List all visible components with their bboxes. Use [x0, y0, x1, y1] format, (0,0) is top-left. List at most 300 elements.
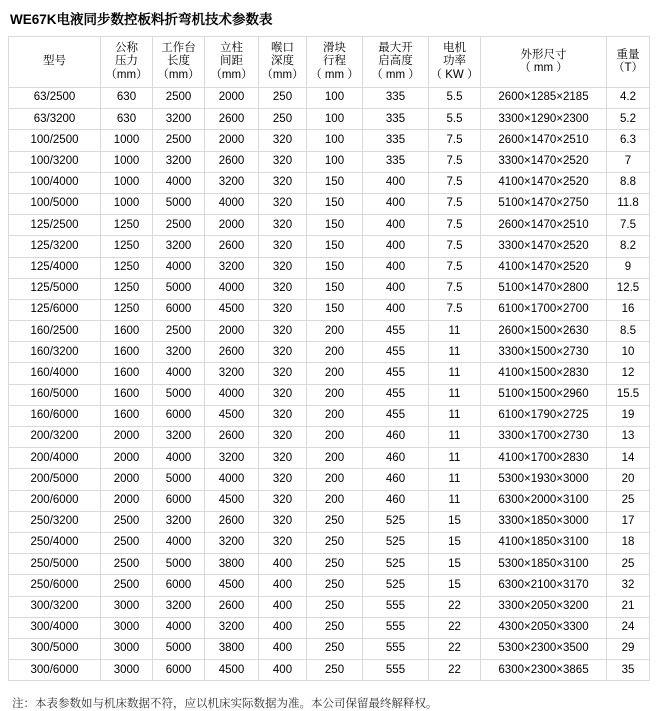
- table-cell: 2000: [101, 448, 153, 469]
- table-cell: 320: [259, 490, 307, 511]
- table-cell: 7.5: [429, 151, 481, 172]
- cell-model: 250/4000: [9, 532, 101, 553]
- table-cell: 1600: [101, 384, 153, 405]
- table-cell: 455: [363, 342, 429, 363]
- table-cell: 6300×2000×3100: [481, 490, 607, 511]
- cell-model: 100/2500: [9, 130, 101, 151]
- table-cell: 15: [429, 532, 481, 553]
- table-cell: 7.5: [429, 299, 481, 320]
- table-cell: 7.5: [429, 130, 481, 151]
- table-cell: 1600: [101, 363, 153, 384]
- table-cell: 1250: [101, 257, 153, 278]
- table-cell: 4000: [153, 617, 205, 638]
- table-cell: 150: [307, 299, 363, 320]
- table-cell: 3200: [153, 596, 205, 617]
- table-cell: 24: [607, 617, 650, 638]
- table-cell: 400: [363, 215, 429, 236]
- table-cell: 7.5: [429, 278, 481, 299]
- table-cell: 8.2: [607, 236, 650, 257]
- table-cell: 4.2: [607, 88, 650, 109]
- table-cell: 320: [259, 299, 307, 320]
- table-cell: 320: [259, 130, 307, 151]
- table-cell: 320: [259, 342, 307, 363]
- table-cell: 7.5: [429, 193, 481, 214]
- table-cell: 10: [607, 342, 650, 363]
- column-header-line: 工作台: [161, 42, 196, 55]
- table-cell: 7.5: [607, 215, 650, 236]
- table-cell: 2600: [205, 511, 259, 532]
- column-header-line: 重量: [616, 48, 640, 61]
- table-cell: 4500: [205, 660, 259, 681]
- table-row: [9, 596, 650, 617]
- cell-model: 300/3200: [9, 596, 101, 617]
- table-cell: 200: [307, 363, 363, 384]
- table-cell: 400: [363, 172, 429, 193]
- table-cell: 200: [307, 342, 363, 363]
- table-cell: 1000: [101, 130, 153, 151]
- table-cell: 525: [363, 511, 429, 532]
- table-cell: 5300×1850×3100: [481, 554, 607, 575]
- table-cell: 3300×2050×3200: [481, 596, 607, 617]
- table-cell: 4000: [205, 193, 259, 214]
- table-cell: 2500: [153, 88, 205, 109]
- table-cell: 2500: [153, 321, 205, 342]
- table-cell: 1600: [101, 321, 153, 342]
- table-cell: 2600: [205, 596, 259, 617]
- table-cell: 3000: [101, 596, 153, 617]
- column-header-line: 外形尺寸: [520, 48, 567, 61]
- table-cell: 400: [259, 554, 307, 575]
- cell-model: 63/2500: [9, 88, 101, 109]
- column-header-line: 行程: [323, 55, 346, 68]
- table-cell: 250: [307, 554, 363, 575]
- table-cell: 19: [607, 405, 650, 426]
- table-cell: 4100×1470×2520: [481, 172, 607, 193]
- table-cell: 335: [363, 151, 429, 172]
- column-header-line: （ mm ）: [310, 68, 359, 81]
- table-cell: 2600: [205, 151, 259, 172]
- table-cell: 3200: [205, 172, 259, 193]
- table-row: [9, 638, 650, 659]
- table-cell: 2600×1500×2630: [481, 321, 607, 342]
- cell-model: 125/6000: [9, 299, 101, 320]
- table-cell: 7: [607, 151, 650, 172]
- table-cell: 6000: [153, 660, 205, 681]
- table-cell: 250: [307, 596, 363, 617]
- table-row: [9, 299, 650, 320]
- table-row: [9, 363, 650, 384]
- table-cell: 4000: [205, 278, 259, 299]
- column-header: [101, 37, 153, 88]
- table-cell: 25: [607, 490, 650, 511]
- table-cell: 4000: [153, 532, 205, 553]
- table-cell: 5000: [153, 193, 205, 214]
- table-cell: 100: [307, 109, 363, 130]
- footnote: 注：本表参数如与机床数据不符，应以机床实际数据为准。本公司保留最终解释权。: [12, 698, 438, 711]
- table-cell: 150: [307, 215, 363, 236]
- column-header: [307, 37, 363, 88]
- table-cell: 3200: [153, 151, 205, 172]
- table-cell: 250: [259, 88, 307, 109]
- cell-model: 250/5000: [9, 554, 101, 575]
- table-cell: 2500: [101, 575, 153, 596]
- table-cell: 8.8: [607, 172, 650, 193]
- table-cell: 3000: [101, 660, 153, 681]
- column-header-line: 公称: [115, 42, 138, 55]
- table-cell: 630: [101, 88, 153, 109]
- table-cell: 3200: [153, 342, 205, 363]
- table-cell: 460: [363, 448, 429, 469]
- table-cell: 455: [363, 384, 429, 405]
- table-cell: 11: [429, 448, 481, 469]
- table-cell: 320: [259, 215, 307, 236]
- table-cell: 320: [259, 151, 307, 172]
- table-cell: 7.5: [429, 172, 481, 193]
- table-cell: 3300×1500×2730: [481, 342, 607, 363]
- column-header-line: （mm）: [157, 68, 200, 81]
- table-cell: 320: [259, 257, 307, 278]
- table-cell: 400: [259, 638, 307, 659]
- table-cell: 15: [429, 554, 481, 575]
- column-header-line: （mm）: [261, 68, 304, 81]
- table-cell: 150: [307, 278, 363, 299]
- table-cell: 2500: [101, 511, 153, 532]
- table-cell: 5.5: [429, 88, 481, 109]
- table-cell: 150: [307, 172, 363, 193]
- table-cell: 320: [259, 278, 307, 299]
- table-cell: 3300×1700×2730: [481, 427, 607, 448]
- table-cell: 3800: [205, 638, 259, 659]
- table-cell: 5100×1500×2960: [481, 384, 607, 405]
- table-row: [9, 660, 650, 681]
- table-cell: 455: [363, 405, 429, 426]
- column-header-line: （ mm ）: [519, 62, 568, 74]
- table-cell: 2500: [153, 130, 205, 151]
- table-cell: 22: [429, 596, 481, 617]
- table-cell: 22: [429, 638, 481, 659]
- table-cell: 11: [429, 469, 481, 490]
- table-cell: 1000: [101, 151, 153, 172]
- table-cell: 5000: [153, 469, 205, 490]
- table-cell: 4500: [205, 299, 259, 320]
- table-cell: 1000: [101, 172, 153, 193]
- table-cell: 5000: [153, 554, 205, 575]
- table-row: [9, 257, 650, 278]
- column-header: [259, 37, 307, 88]
- table-cell: 22: [429, 660, 481, 681]
- table-row: [9, 405, 650, 426]
- table-cell: 5000: [153, 278, 205, 299]
- table-cell: 250: [307, 617, 363, 638]
- table-cell: 11: [429, 321, 481, 342]
- table-cell: 1600: [101, 342, 153, 363]
- table-row: [9, 617, 650, 638]
- table-cell: 200: [307, 490, 363, 511]
- table-cell: 6000: [153, 575, 205, 596]
- table-cell: 555: [363, 638, 429, 659]
- table-row: [9, 342, 650, 363]
- cell-model: 200/6000: [9, 490, 101, 511]
- table-cell: 3300×1850×3000: [481, 511, 607, 532]
- table-cell: 15.5: [607, 384, 650, 405]
- column-header: [429, 37, 481, 88]
- column-header-line: 喉口: [271, 42, 294, 55]
- table-cell: 400: [259, 575, 307, 596]
- table-cell: 250: [307, 575, 363, 596]
- table-cell: 3200: [205, 617, 259, 638]
- table-cell: 250: [307, 511, 363, 532]
- table-cell: 3300×1470×2520: [481, 151, 607, 172]
- table-cell: 320: [259, 384, 307, 405]
- table-body: [9, 88, 650, 681]
- column-header: [205, 37, 259, 88]
- cell-model: 300/6000: [9, 660, 101, 681]
- table-row: [9, 490, 650, 511]
- table-cell: 400: [363, 257, 429, 278]
- table-cell: 335: [363, 130, 429, 151]
- table-cell: 460: [363, 490, 429, 511]
- table-cell: 11: [429, 342, 481, 363]
- table-cell: 11.8: [607, 193, 650, 214]
- table-cell: 20: [607, 469, 650, 490]
- table-row: [9, 215, 650, 236]
- table-cell: 1250: [101, 299, 153, 320]
- table-cell: 5000: [153, 384, 205, 405]
- table-cell: 1250: [101, 278, 153, 299]
- table-cell: 4100×1470×2520: [481, 257, 607, 278]
- table-cell: 200: [307, 405, 363, 426]
- table-cell: 320: [259, 236, 307, 257]
- cell-model: 250/3200: [9, 511, 101, 532]
- column-header-line: 深度: [271, 55, 294, 68]
- table-cell: 5000: [153, 638, 205, 659]
- table-cell: 320: [259, 511, 307, 532]
- column-header-line: （T）: [612, 62, 644, 74]
- table-cell: 1250: [101, 236, 153, 257]
- table-cell: 630: [101, 109, 153, 130]
- table-row: [9, 172, 650, 193]
- table-row: [9, 236, 650, 257]
- table-row: [9, 575, 650, 596]
- table-cell: 200: [307, 448, 363, 469]
- table-cell: 100: [307, 151, 363, 172]
- cell-model: 200/5000: [9, 469, 101, 490]
- table-cell: 335: [363, 88, 429, 109]
- table-cell: 3300×1470×2520: [481, 236, 607, 257]
- table-cell: 4500: [205, 490, 259, 511]
- table-cell: 2000: [101, 469, 153, 490]
- table-cell: 6100×1700×2700: [481, 299, 607, 320]
- table-cell: 455: [363, 321, 429, 342]
- table-cell: 8.5: [607, 321, 650, 342]
- column-header: [607, 37, 650, 88]
- table-cell: 250: [259, 109, 307, 130]
- table-row: [9, 511, 650, 532]
- spec-table: [8, 36, 650, 681]
- column-header-line: （ mm ）: [371, 68, 420, 81]
- table-cell: 3800: [205, 554, 259, 575]
- column-header-line: （mm）: [105, 68, 148, 81]
- table-cell: 5300×1930×3000: [481, 469, 607, 490]
- table-cell: 320: [259, 363, 307, 384]
- table-cell: 4000: [205, 469, 259, 490]
- table-cell: 4000: [153, 257, 205, 278]
- table-cell: 320: [259, 321, 307, 342]
- table-cell: 400: [363, 193, 429, 214]
- table-cell: 250: [307, 532, 363, 553]
- table-cell: 2600: [205, 342, 259, 363]
- table-row: [9, 427, 650, 448]
- table-header: [9, 37, 650, 88]
- table-cell: 250: [307, 660, 363, 681]
- cell-model: 100/4000: [9, 172, 101, 193]
- table-cell: 3000: [101, 638, 153, 659]
- table-row: [9, 532, 650, 553]
- column-header-line: 型号: [43, 55, 66, 68]
- table-cell: 2000: [205, 215, 259, 236]
- cell-model: 200/3200: [9, 427, 101, 448]
- table-cell: 17: [607, 511, 650, 532]
- table-cell: 7.5: [429, 215, 481, 236]
- cell-model: 300/4000: [9, 617, 101, 638]
- table-cell: 2600×1285×2185: [481, 88, 607, 109]
- column-header: [9, 37, 101, 88]
- table-row: [9, 554, 650, 575]
- column-header-line: 电机: [443, 42, 466, 55]
- table-cell: 4000: [205, 384, 259, 405]
- table-cell: 11: [429, 405, 481, 426]
- table-cell: 3200: [205, 257, 259, 278]
- table-cell: 320: [259, 448, 307, 469]
- table-cell: 2600×1470×2510: [481, 215, 607, 236]
- table-cell: 1000: [101, 193, 153, 214]
- table-cell: 11: [429, 490, 481, 511]
- table-cell: 11: [429, 384, 481, 405]
- table-cell: 400: [363, 236, 429, 257]
- column-header-line: 立柱: [220, 42, 243, 55]
- header-row: [9, 37, 650, 88]
- table-cell: 2000: [205, 130, 259, 151]
- table-row: [9, 193, 650, 214]
- table-cell: 6.3: [607, 130, 650, 151]
- table-cell: 32: [607, 575, 650, 596]
- table-cell: 5100×1470×2750: [481, 193, 607, 214]
- table-cell: 200: [307, 321, 363, 342]
- table-cell: 5.5: [429, 109, 481, 130]
- column-header-line: （mm）: [210, 68, 253, 81]
- table-cell: 5100×1470×2800: [481, 278, 607, 299]
- table-cell: 555: [363, 660, 429, 681]
- table-cell: 2000: [101, 490, 153, 511]
- table-cell: 4100×1850×3100: [481, 532, 607, 553]
- table-cell: 2500: [101, 554, 153, 575]
- table-cell: 12: [607, 363, 650, 384]
- table-cell: 555: [363, 596, 429, 617]
- table-cell: 2000: [205, 88, 259, 109]
- page-title: WE67K电液同步数控板料折弯机技术参数表: [10, 12, 273, 27]
- table-cell: 555: [363, 617, 429, 638]
- table-cell: 3200: [153, 109, 205, 130]
- cell-model: 160/3200: [9, 342, 101, 363]
- cell-model: 250/6000: [9, 575, 101, 596]
- column-header: [153, 37, 205, 88]
- table-cell: 320: [259, 427, 307, 448]
- cell-model: 100/5000: [9, 193, 101, 214]
- table-cell: 6300×2300×3865: [481, 660, 607, 681]
- table-cell: 3200: [205, 363, 259, 384]
- table-cell: 11: [429, 363, 481, 384]
- table-cell: 5.2: [607, 109, 650, 130]
- table-cell: 3200: [153, 236, 205, 257]
- table-cell: 2500: [101, 532, 153, 553]
- table-cell: 400: [363, 278, 429, 299]
- table-cell: 400: [259, 660, 307, 681]
- table-cell: 3200: [205, 448, 259, 469]
- table-cell: 5300×2300×3500: [481, 638, 607, 659]
- table-cell: 525: [363, 532, 429, 553]
- column-header: [363, 37, 429, 88]
- table-cell: 200: [307, 384, 363, 405]
- table-row: [9, 151, 650, 172]
- table-row: [9, 278, 650, 299]
- table-cell: 2600: [205, 109, 259, 130]
- table-cell: 35: [607, 660, 650, 681]
- table-row: [9, 88, 650, 109]
- table-cell: 6100×1790×2725: [481, 405, 607, 426]
- table-cell: 6000: [153, 490, 205, 511]
- table-cell: 455: [363, 363, 429, 384]
- table-cell: 4100×1500×2830: [481, 363, 607, 384]
- table-cell: 3200: [153, 511, 205, 532]
- cell-model: 160/6000: [9, 405, 101, 426]
- table-row: [9, 321, 650, 342]
- table-cell: 29: [607, 638, 650, 659]
- table-cell: 150: [307, 257, 363, 278]
- table-cell: 25: [607, 554, 650, 575]
- table-cell: 1250: [101, 215, 153, 236]
- table-cell: 6300×2100×3170: [481, 575, 607, 596]
- table-row: [9, 130, 650, 151]
- table-row: [9, 469, 650, 490]
- table-cell: 2600×1470×2510: [481, 130, 607, 151]
- table-cell: 2000: [101, 427, 153, 448]
- table-cell: 100: [307, 88, 363, 109]
- cell-model: 200/4000: [9, 448, 101, 469]
- table-cell: 6000: [153, 299, 205, 320]
- cell-model: 125/2500: [9, 215, 101, 236]
- column-header-line: 启高度: [378, 55, 413, 68]
- table-cell: 3200: [153, 427, 205, 448]
- column-header-line: 功率: [443, 55, 466, 68]
- table-cell: 525: [363, 575, 429, 596]
- table-cell: 2600: [205, 427, 259, 448]
- table-cell: 6000: [153, 405, 205, 426]
- cell-model: 160/2500: [9, 321, 101, 342]
- cell-model: 125/3200: [9, 236, 101, 257]
- table-row: [9, 448, 650, 469]
- cell-model: 160/4000: [9, 363, 101, 384]
- table-cell: 4500: [205, 405, 259, 426]
- column-header-line: 长度: [167, 55, 190, 68]
- table-cell: 11: [429, 427, 481, 448]
- table-cell: 200: [307, 469, 363, 490]
- cell-model: 125/4000: [9, 257, 101, 278]
- table-row: [9, 384, 650, 405]
- table-cell: 3000: [101, 617, 153, 638]
- column-header: [481, 37, 607, 88]
- cell-model: 125/5000: [9, 278, 101, 299]
- table-cell: 21: [607, 596, 650, 617]
